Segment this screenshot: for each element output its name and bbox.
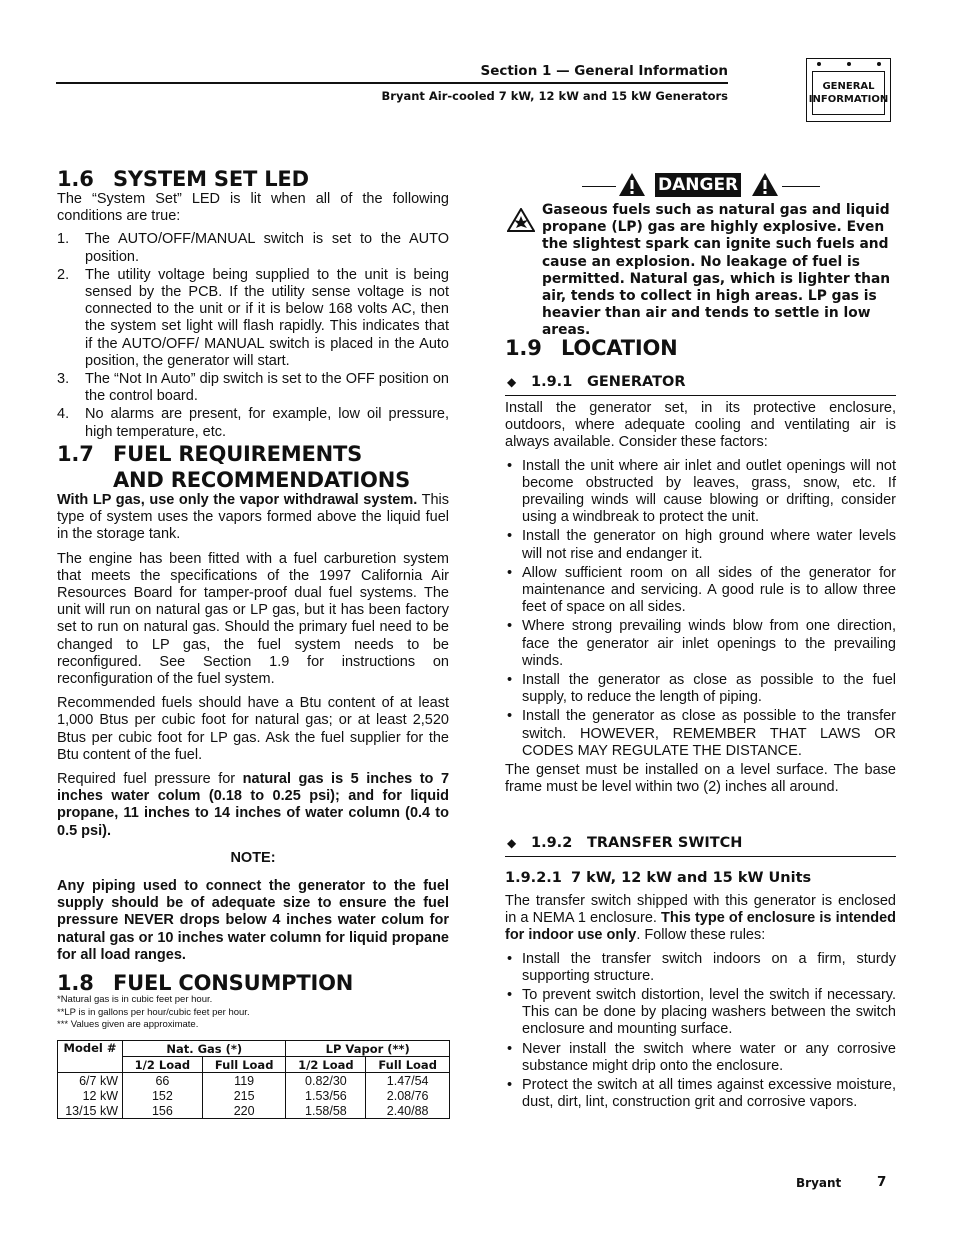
danger-badge: DANGER — [655, 173, 741, 197]
col-nat-half: 1/2 Load — [123, 1057, 203, 1073]
heading-1-8: 1.8 FUEL CONSUMPTION — [57, 971, 354, 995]
col-model: Model # — [58, 1041, 123, 1073]
list-item: • Protect the switch at all times against excessive moisture, dust, dirt, lint, construction grit and corrosive vapors. — [507, 1077, 896, 1111]
s16-intro: The “System Set” LED is lit when all of the following conditions are true: — [57, 191, 449, 225]
section-1-7-body — [57, 492, 449, 971]
table-cell: 2.08/76 — [366, 1088, 450, 1103]
table-cell: 1.53/56 — [286, 1088, 366, 1103]
heading-1-9-1: ◆ 1.9.1 GENERATOR — [507, 374, 686, 390]
heading-1-9-2-1: 1.9.2.1 7 kW, 12 kW and 15 kW Units — [505, 870, 812, 886]
col-lp-vapor: LP Vapor (**) — [286, 1041, 450, 1057]
subheading-rule — [505, 395, 896, 396]
section-1-6-body — [57, 191, 449, 442]
list-item: 4. No alarms are present, for example, low oil pressure, high temperature, etc. — [57, 406, 449, 440]
list-item: • Never install the switch where water or any corrosive substance might drip onto the enclosure. — [507, 1040, 896, 1074]
table-cell: 1.47/54 — [366, 1073, 450, 1089]
danger-rule-right — [782, 186, 820, 187]
col-nat-gas: Nat. Gas (*) — [123, 1041, 286, 1057]
heading-1-9-2: ◆ 1.9.2 TRANSFER SWITCH — [507, 835, 743, 851]
note-title: NOTE: — [230, 849, 276, 866]
list-item: • Install the generator as close as possible to the fuel supply, to reduce the length of piping. — [507, 672, 896, 706]
s191-list — [505, 458, 896, 760]
s17-p3: Recommended fuels should have a Btu content of at least 1,000 Btus per cubic foot for natural gas; or at least 2,520 Btus per cubic foot for LP gas. Ask the fuel supplier for the Btu content of the fuel. — [57, 695, 449, 763]
list-item: • Where strong prevailing winds blow from one direction, face the generator air inlet openings to the prevailing winds. — [507, 618, 896, 669]
section-1-9-2-1-body — [505, 893, 896, 1113]
list-item: 3. The “Not In Auto” dip switch is set to the OFF position on the control board. — [57, 371, 449, 405]
section-tab — [806, 58, 891, 122]
list-item: 1. The AUTO/OFF/MANUAL switch is set to the AUTO position. — [57, 231, 449, 265]
col-lp-half: 1/2 Load — [286, 1057, 366, 1073]
fuel-consumption-table — [57, 1040, 450, 1119]
section-1-9-1-body — [505, 400, 896, 803]
table-cell: 1.58/58 — [286, 1103, 366, 1119]
s17-p4: Required fuel pressure for natural gas is 5 inches to 7 inches water colum (0.18 to 0.25 psi); and for liquid propane, 11 inches to 14 inches of water column (0.4 to 0.5 psi). — [57, 771, 450, 839]
diamond-icon: ◆ — [507, 375, 517, 389]
table-cell: 13/15 kW — [58, 1103, 123, 1119]
footnote: **LP is in gallons per hour/cubic feet per hour. — [57, 1006, 250, 1018]
col-nat-full: Full Load — [202, 1057, 286, 1073]
s17-p1: With LP gas, use only the vapor withdrawal system. This type of system uses the vapors formed above the liquid fuel in the storage tank. — [57, 492, 449, 543]
subheading-rule — [505, 856, 896, 857]
table-header-row — [58, 1041, 450, 1057]
table-cell: 12 kW — [58, 1088, 123, 1103]
table-cell: 119 — [202, 1073, 286, 1089]
s17-p2: The engine has been fitted with a fuel carburetion system that meets the specifications of the 1997 California Air Resources Board for tamper-proof dual fuel systems. The unit will run on natural gas or LP gas, but it has been factory set to run on natural gas. Should the primary fuel need to be changed to LP gas, the fuel system needs to be reconfigured. See Section 1.9 for instructions on reconfiguration of the fuel system. — [57, 550, 449, 688]
list-item: • Install the transfer switch indoors on a firm, sturdy supporting structure. — [507, 950, 896, 984]
note-text: Any piping used to connect the generator to the fuel supply should be of adequate size to ensure the fuel pressure NEVER drops below 4 inches water colum for natural gas or 10 inches water column for liquid propane for all load ranges. — [57, 878, 449, 963]
list-item: 2. The utility voltage being supplied to the unit is being sensed by the PCB. If the utility sense voltage is not connected to the unit or if it is below 168 volts AC, then the system set light will flash rapidly. This indicates that if the AUTO/OFF/ MANUAL switch is placed in the Auto position, the generator will start. — [57, 266, 449, 369]
danger-rule-left — [582, 186, 616, 187]
warning-triangle-icon — [618, 172, 646, 197]
list-item: • Install the generator on high ground where water levels will not rise and endanger it. — [507, 528, 896, 562]
table-cell: 152 — [123, 1088, 203, 1103]
tab-dot — [877, 62, 881, 66]
s191-intro: Install the generator set, in its protective enclosure, outdoors, where adequate cooling and ventilating air is always available. Consider these factors: — [505, 400, 896, 451]
table-cell: 220 — [202, 1103, 286, 1119]
danger-text: Gaseous fuels such as natural gas and liquid propane (LP) gas are highly explosive. Even the slightest spark can ignite such fuels and cause an explosion. No leakage of fuel is permitted. Natural gas, which is lighter than air, tends to collect in high areas. LP gas is heavier than air and tends to settle in low areas. — [542, 202, 891, 339]
table-cell: 0.82/30 — [286, 1073, 366, 1089]
tab-dot — [817, 62, 821, 66]
table-cell: 156 — [123, 1103, 203, 1119]
footnotes — [57, 994, 250, 1032]
table-row — [58, 1103, 450, 1119]
s1921-list — [505, 951, 896, 1112]
table-cell: 66 — [123, 1073, 203, 1089]
s191-outro: The genset must be installed on a level surface. The base frame must be level within two (2) inches all around. — [505, 762, 896, 796]
footnote: *Natural gas is in cubic feet per hour. — [57, 994, 213, 1005]
heading-1-7: 1.7 FUEL REQUIREMENTS AND RECOMMENDATIONS — [57, 442, 411, 492]
page-number: 7 — [877, 1174, 887, 1190]
table-row — [58, 1073, 450, 1089]
table-cell: 6/7 kW — [58, 1073, 123, 1089]
list-item: • To prevent switch distortion, level the switch if necessary. This can be done by placing washers between the switch enclosure and mounting surface. — [507, 987, 896, 1038]
s1921-intro: The transfer switch shipped with this generator is enclosed in a NEMA 1 enclosure. This type of enclosure is intended for indoor use only. Follow these rules: — [505, 893, 896, 944]
table-cell: 215 — [202, 1088, 286, 1103]
explosion-hazard-icon — [507, 208, 535, 232]
tab-line-2: INFORMATION — [808, 94, 889, 105]
tab-dot — [847, 62, 851, 66]
col-lp-full: Full Load — [366, 1057, 450, 1073]
warning-triangle-icon — [751, 172, 779, 197]
diamond-icon: ◆ — [507, 836, 517, 850]
footer-brand: Bryant — [796, 1176, 842, 1190]
heading-1-6: 1.6 SYSTEM SET LED — [57, 167, 309, 191]
heading-1-9: 1.9 LOCATION — [505, 336, 678, 360]
table-row — [58, 1088, 450, 1103]
s16-list — [57, 231, 449, 440]
list-item: • Install the unit where air inlet and outlet openings will not become obstructed by leaves, grass, snow, etc. If prevailing winds will cause blowing or drifting, consider using a windbreak to protect the unit. — [507, 457, 896, 526]
footnote: *** Values given are approximate. — [57, 1019, 199, 1030]
section-tab-label — [808, 71, 889, 115]
list-item: • Install the generator as close as possible to the transfer switch. HOWEVER, REMEMBER THAT LAWS OR CODES MAY REGULATE THE DISTANCE. — [507, 708, 896, 759]
table-cell: 2.40/88 — [366, 1103, 450, 1119]
header-rule — [56, 82, 728, 84]
list-item: • Allow sufficient room on all sides of the generator for maintenance and servicing. A good rule is to allow three feet of space on all sides. — [507, 564, 896, 616]
header-subtitle: Bryant Air-cooled 7 kW, 12 kW and 15 kW Generators — [381, 89, 728, 103]
tab-line-1: GENERAL — [822, 81, 875, 92]
header-section: Section 1 — General Information — [480, 63, 728, 79]
